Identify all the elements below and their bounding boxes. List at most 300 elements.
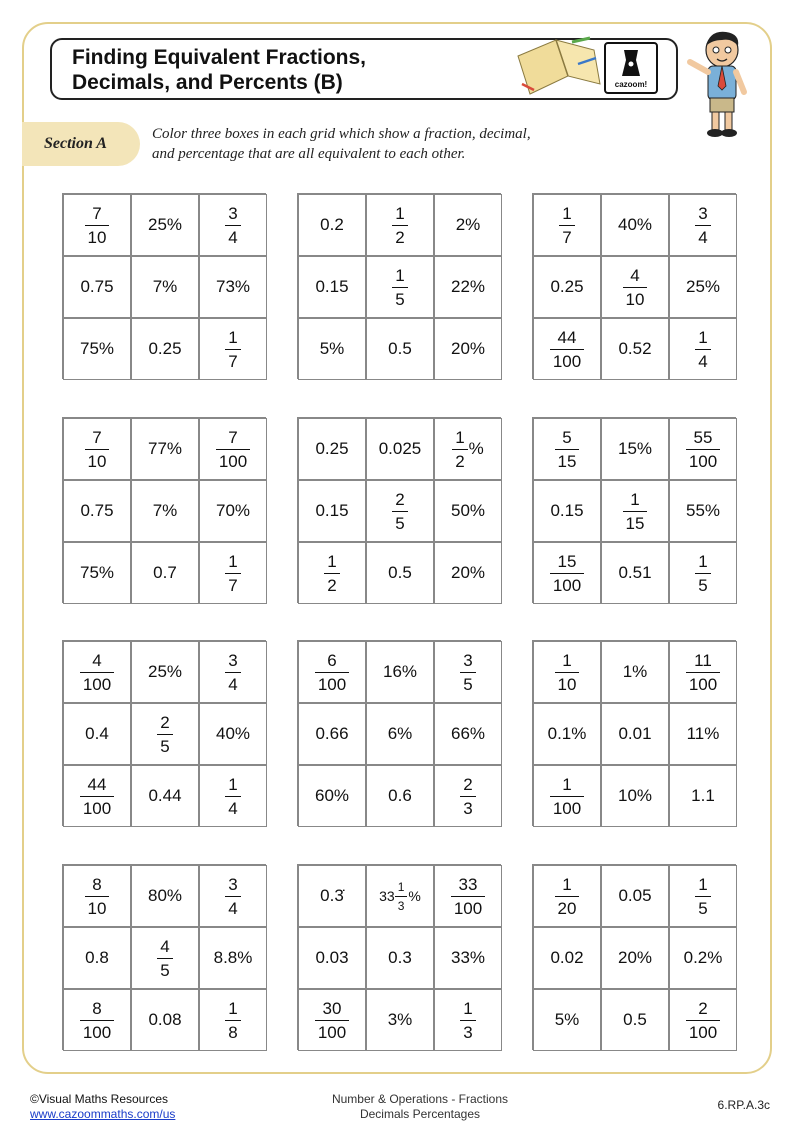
grid-cell[interactable]: [366, 542, 434, 604]
grid-cell[interactable]: [533, 542, 601, 604]
grid-cell[interactable]: [63, 418, 131, 480]
denominator: 7: [225, 349, 240, 370]
numerator: 4: [630, 265, 640, 285]
equivalence-grid: [297, 864, 501, 1050]
cell-value: 75%: [79, 563, 115, 582]
denominator: 100: [550, 796, 584, 817]
cell-value: 0.02: [550, 948, 584, 967]
grid-cell[interactable]: [366, 927, 434, 989]
page-title-line1: Finding Equivalent Fractions,: [72, 46, 367, 69]
numerator: 1: [228, 551, 238, 571]
topic-line1: Number & Operations - Fractions: [331, 1092, 509, 1106]
grid-cell[interactable]: [601, 194, 669, 256]
denominator: 4: [225, 796, 240, 817]
fraction: [623, 267, 648, 308]
page-title-line2: Decimals, and Percents (B): [72, 71, 343, 94]
percent-suffix: %: [408, 888, 421, 904]
numerator: 8: [92, 874, 102, 894]
cell-value: 0.52: [618, 339, 652, 358]
cell-value: 80%: [147, 886, 183, 905]
grid-cell[interactable]: [131, 765, 199, 827]
grid-cell[interactable]: [434, 480, 502, 542]
cell-value: 66%: [450, 724, 486, 743]
grid-cell[interactable]: [131, 865, 199, 927]
cell-value: 6%: [387, 724, 413, 743]
cell-value: 50%: [450, 501, 486, 520]
grid-cell[interactable]: [601, 865, 669, 927]
grid-cell[interactable]: [669, 480, 737, 542]
cell-value: 0.08: [148, 1010, 182, 1029]
grid-cell[interactable]: [63, 194, 131, 256]
cell-value: 0.15: [315, 501, 349, 520]
fraction: [550, 553, 584, 594]
grid-cell[interactable]: [533, 703, 601, 765]
grid-cell[interactable]: [366, 765, 434, 827]
cell-value: 0.51: [618, 563, 652, 582]
grid-cell[interactable]: [434, 989, 502, 1051]
grid-cell[interactable]: [601, 703, 669, 765]
numerator: 2: [160, 712, 170, 732]
grid-cell[interactable]: [533, 480, 601, 542]
grid-cell[interactable]: [131, 194, 199, 256]
grid-cell[interactable]: [669, 194, 737, 256]
cell-value: 0.15: [315, 277, 349, 296]
cell-value: 1.1: [691, 786, 715, 805]
grid-cell[interactable]: [434, 927, 502, 989]
website-link[interactable]: www.cazoommaths.com/us: [30, 1107, 176, 1121]
standard-code: 6.RP.A.3c: [717, 1098, 770, 1112]
fraction: [555, 876, 580, 917]
grid-cell[interactable]: [63, 989, 131, 1051]
numerator: 2: [463, 774, 473, 794]
grid-cell[interactable]: [669, 318, 737, 380]
fraction: [452, 429, 467, 470]
denominator: 100: [686, 1020, 720, 1041]
numerator: 44: [557, 327, 577, 347]
grid-cell[interactable]: [199, 542, 267, 604]
fraction: [225, 776, 240, 817]
fraction: [623, 491, 648, 532]
grid-cell[interactable]: [298, 703, 366, 765]
grid-cell[interactable]: [601, 256, 669, 318]
grid-cell[interactable]: [434, 194, 502, 256]
numerator: 11: [694, 650, 712, 670]
cell-value: 0.03: [315, 948, 349, 967]
grid-cell[interactable]: [63, 927, 131, 989]
fraction: [395, 881, 408, 912]
book-illustration: [512, 36, 604, 98]
denominator: 5: [695, 896, 710, 917]
cell-value: 0.1%: [547, 724, 587, 743]
fraction: [695, 876, 710, 917]
cell-value: 75%: [79, 339, 115, 358]
grid-cell[interactable]: [601, 542, 669, 604]
grid-cell[interactable]: [199, 865, 267, 927]
grid-cell[interactable]: [366, 194, 434, 256]
cell-value: 20%: [450, 339, 486, 358]
grid-cell[interactable]: [669, 989, 737, 1051]
grid-cell[interactable]: [669, 765, 737, 827]
fraction: [225, 329, 240, 370]
grid-cell[interactable]: [199, 418, 267, 480]
fraction: [695, 553, 710, 594]
grid-cell[interactable]: [131, 927, 199, 989]
cell-value: 0.4: [85, 724, 109, 743]
denominator: 3: [460, 796, 475, 817]
cell-value: 20%: [450, 563, 486, 582]
grid-cell[interactable]: [199, 194, 267, 256]
grid-cell[interactable]: [199, 318, 267, 380]
grid-cell[interactable]: [63, 256, 131, 318]
cell-value: 70%: [215, 501, 251, 520]
grid-cell[interactable]: [131, 256, 199, 318]
cell-value: 3%: [387, 1010, 413, 1029]
numerator: 1: [228, 998, 238, 1018]
numerator: 3: [228, 874, 238, 894]
cell-value: 7%: [152, 277, 178, 296]
cell-value: 7%: [152, 501, 178, 520]
fraction: [324, 553, 339, 594]
grid-cell[interactable]: [131, 989, 199, 1051]
numerator: 3: [698, 203, 708, 223]
grid-cell[interactable]: [434, 418, 502, 480]
numerator: 1: [395, 265, 405, 285]
cazoom-logo: [604, 42, 658, 94]
cell-value: 1%: [622, 662, 648, 681]
cell-value: 0.5: [388, 563, 412, 582]
fraction: [686, 429, 720, 470]
fraction: [225, 1000, 240, 1041]
grid-cell[interactable]: [298, 641, 366, 703]
grid-cell[interactable]: [366, 703, 434, 765]
fraction: [686, 1000, 720, 1041]
grid-cell[interactable]: [434, 256, 502, 318]
denominator: 100: [315, 672, 349, 693]
footer-topic: [300, 1092, 540, 1122]
percent-suffix: %: [468, 439, 484, 458]
cell-value: 0.6: [388, 786, 412, 805]
cell-value: 0.5: [388, 339, 412, 358]
numerator: 3: [463, 650, 473, 670]
numerator: 5: [562, 427, 572, 447]
grid-cell[interactable]: [434, 542, 502, 604]
fraction: [80, 652, 114, 693]
grid-cell[interactable]: [601, 318, 669, 380]
cell-value: 77%: [147, 439, 183, 458]
cell-value: 11%: [686, 724, 720, 743]
numerator: 55: [693, 427, 713, 447]
cell-value: 0.05: [618, 886, 652, 905]
denominator: 10: [623, 287, 648, 308]
grid-cell[interactable]: [669, 641, 737, 703]
grid-cell[interactable]: [199, 480, 267, 542]
grid-cell[interactable]: [669, 542, 737, 604]
numerator: 3: [228, 650, 238, 670]
grid-cell[interactable]: [63, 865, 131, 927]
denominator: 100: [686, 672, 720, 693]
grid-cell[interactable]: [199, 765, 267, 827]
grid-cell[interactable]: [199, 641, 267, 703]
denominator: 5: [157, 958, 172, 979]
grid-cell[interactable]: [366, 418, 434, 480]
numerator: 1: [562, 874, 572, 894]
cell-value: 2%: [455, 215, 481, 234]
numerator: 1: [395, 203, 405, 223]
grid-cell[interactable]: [63, 542, 131, 604]
grid-cell[interactable]: [669, 703, 737, 765]
denominator: 7: [559, 225, 574, 246]
grid-cell[interactable]: [366, 256, 434, 318]
cell-value: 22%: [450, 277, 486, 296]
denominator: 2: [324, 573, 339, 594]
grid-cell[interactable]: [131, 641, 199, 703]
grid-cell[interactable]: [63, 765, 131, 827]
grid-cell[interactable]: [669, 865, 737, 927]
fraction: [451, 876, 485, 917]
denominator: 5: [157, 734, 172, 755]
fraction: [550, 329, 584, 370]
equivalence-grid: [532, 417, 736, 603]
fraction: [157, 938, 172, 979]
numerator: 1: [397, 879, 405, 894]
fraction: [460, 776, 475, 817]
grid-cell[interactable]: [669, 927, 737, 989]
cell-value: 8.8%: [213, 948, 253, 967]
cell-value: 0.8: [85, 948, 109, 967]
grid-cell[interactable]: [366, 318, 434, 380]
numerator: 1: [698, 327, 708, 347]
grid-cell[interactable]: [601, 641, 669, 703]
grid-cell[interactable]: [298, 194, 366, 256]
fraction: [225, 652, 240, 693]
grid-cell[interactable]: [63, 703, 131, 765]
numerator: 33: [458, 874, 478, 894]
cell-value: 0.01: [618, 724, 652, 743]
grid-cell[interactable]: [199, 989, 267, 1051]
grid-cell[interactable]: [533, 927, 601, 989]
grid-cell[interactable]: [63, 480, 131, 542]
grid-cell[interactable]: [199, 927, 267, 989]
cell-value: 0.3: [388, 948, 412, 967]
grid-cell[interactable]: [434, 318, 502, 380]
cell-value: 0.25: [315, 439, 349, 458]
grid-cell[interactable]: [131, 542, 199, 604]
fraction: [695, 329, 710, 370]
numerator: 1: [630, 489, 640, 509]
grid-cell[interactable]: [601, 989, 669, 1051]
numerator: 8: [92, 998, 102, 1018]
grid-cell[interactable]: [434, 765, 502, 827]
grid-cell[interactable]: [601, 480, 669, 542]
fraction: [85, 429, 110, 470]
grid-cell[interactable]: [366, 480, 434, 542]
denominator: 5: [460, 672, 475, 693]
grid-cell[interactable]: [533, 194, 601, 256]
equivalence-grid: [62, 864, 266, 1050]
grid-cell[interactable]: [298, 989, 366, 1051]
denominator: 15: [623, 511, 648, 532]
denominator: 3: [460, 1020, 475, 1041]
numerator: 44: [87, 774, 107, 794]
denominator: 10: [85, 896, 110, 917]
grid-cell[interactable]: [533, 765, 601, 827]
numerator: 7: [228, 427, 238, 447]
grid-cell[interactable]: [434, 865, 502, 927]
copyright-text: ©Visual Maths Resources: [30, 1092, 169, 1106]
cell-value: 10%: [617, 786, 653, 805]
cell-value: 15%: [617, 439, 653, 458]
grid-cell[interactable]: [669, 418, 737, 480]
cell-value: 20%: [617, 948, 653, 967]
logo-mark-icon: [606, 46, 656, 82]
cell-value: 0.75: [80, 277, 114, 296]
grid-cell[interactable]: [434, 703, 502, 765]
grid-cell[interactable]: [669, 256, 737, 318]
numerator: 3: [228, 203, 238, 223]
mascot-illustration: [682, 28, 762, 140]
grid-cell[interactable]: [533, 989, 601, 1051]
grid-cell[interactable]: [601, 927, 669, 989]
equivalence-grid: [62, 640, 266, 826]
grid-cell[interactable]: [63, 318, 131, 380]
denominator: 3: [395, 896, 408, 912]
grid-cell[interactable]: [533, 256, 601, 318]
denominator: 4: [695, 349, 710, 370]
fraction: [216, 429, 250, 470]
grid-cell[interactable]: [298, 542, 366, 604]
grid-cell[interactable]: [199, 256, 267, 318]
denominator: 20: [555, 896, 580, 917]
grid-cell[interactable]: [601, 418, 669, 480]
grid-cell[interactable]: [131, 703, 199, 765]
cell-value: 16%: [382, 662, 418, 681]
instruction-line1: Color three boxes in each grid which show a fraction, decimal,: [152, 126, 531, 142]
fraction: [686, 652, 720, 693]
equivalence-grid: [532, 864, 736, 1050]
grid-cell[interactable]: [533, 418, 601, 480]
denominator: 4: [225, 225, 240, 246]
grid-cell[interactable]: [298, 865, 366, 927]
grid-cell[interactable]: [533, 318, 601, 380]
numerator: 1: [698, 874, 708, 894]
fraction: [460, 652, 475, 693]
cell-value: 0.15: [550, 501, 584, 520]
mixed-whole: 33: [379, 888, 395, 904]
numerator: 1: [562, 774, 572, 794]
grid-cell[interactable]: [131, 480, 199, 542]
equivalence-grid: [297, 417, 501, 603]
grid-cell[interactable]: [298, 256, 366, 318]
cell-value: 0.25: [550, 277, 584, 296]
numerator: 4: [92, 650, 102, 670]
fraction: [392, 267, 407, 308]
fraction: [157, 714, 172, 755]
denominator: 5: [392, 287, 407, 308]
fraction: [225, 553, 240, 594]
grid-cell[interactable]: [131, 318, 199, 380]
fraction: [460, 1000, 475, 1041]
denominator: 100: [80, 1020, 114, 1041]
numerator: 6: [327, 650, 337, 670]
footer-left: [30, 1092, 175, 1122]
instruction-line2: and percentage that are all equivalent to each other.: [152, 146, 466, 162]
denominator: 5: [392, 511, 407, 532]
grid-cell[interactable]: [131, 418, 199, 480]
grid-cell[interactable]: [533, 865, 601, 927]
fraction: [85, 876, 110, 917]
grid-cell[interactable]: [601, 765, 669, 827]
grid-cell[interactable]: [298, 318, 366, 380]
denominator: 4: [225, 896, 240, 917]
denominator: 100: [451, 896, 485, 917]
cell-value: 25%: [147, 662, 183, 681]
grid-cell[interactable]: [298, 480, 366, 542]
fraction: [392, 205, 407, 246]
grid-cell[interactable]: [298, 418, 366, 480]
numerator: 1: [562, 650, 572, 670]
equivalence-grid: [532, 640, 736, 826]
cell-value: 5%: [554, 1010, 580, 1029]
denominator: 100: [315, 1020, 349, 1041]
fraction: [695, 205, 710, 246]
fraction: [555, 429, 580, 470]
denominator: 100: [550, 349, 584, 370]
fraction: [80, 1000, 114, 1041]
numerator: 1: [228, 327, 238, 347]
fraction: [80, 776, 114, 817]
cell-value: 60%: [314, 786, 350, 805]
numerator: 7: [92, 203, 102, 223]
cell-value: 0.75: [80, 501, 114, 520]
grid-cell[interactable]: [434, 641, 502, 703]
cell-value: 25%: [147, 215, 183, 234]
cell-value: 0.7: [153, 563, 177, 582]
cell-value: 0.25: [148, 339, 182, 358]
numerator: 2: [698, 998, 708, 1018]
fraction: [392, 491, 407, 532]
grid-cell[interactable]: [366, 641, 434, 703]
grid-cell[interactable]: [199, 703, 267, 765]
cell-value: 0.2%: [683, 948, 723, 967]
fraction: [555, 652, 580, 693]
grid-cell[interactable]: [533, 641, 601, 703]
denominator: 2: [392, 225, 407, 246]
denominator: 15: [555, 449, 580, 470]
fraction: [225, 205, 240, 246]
grid-cell[interactable]: [63, 641, 131, 703]
fraction: [315, 652, 349, 693]
cell-value: 33%: [450, 948, 486, 967]
numerator: 15: [557, 551, 577, 571]
denominator: 2: [452, 449, 467, 470]
denominator: 100: [216, 449, 250, 470]
topic-line2: Decimals Percentages: [359, 1107, 481, 1121]
grid-cell[interactable]: [366, 989, 434, 1051]
logo-text: cazoom!: [614, 80, 648, 89]
fraction: [225, 876, 240, 917]
numerator: 4: [160, 936, 170, 956]
equivalence-grid: [297, 640, 501, 826]
grid-cell[interactable]: [298, 927, 366, 989]
cell-value: 0.44: [148, 786, 182, 805]
fraction: [85, 205, 110, 246]
denominator: 100: [80, 796, 114, 817]
cell-value: 0.3̇: [320, 886, 344, 905]
grid-cell[interactable]: [298, 765, 366, 827]
grid-cell[interactable]: [366, 865, 434, 927]
cell-value: 40%: [215, 724, 251, 743]
cell-value: 0.5: [623, 1010, 647, 1029]
